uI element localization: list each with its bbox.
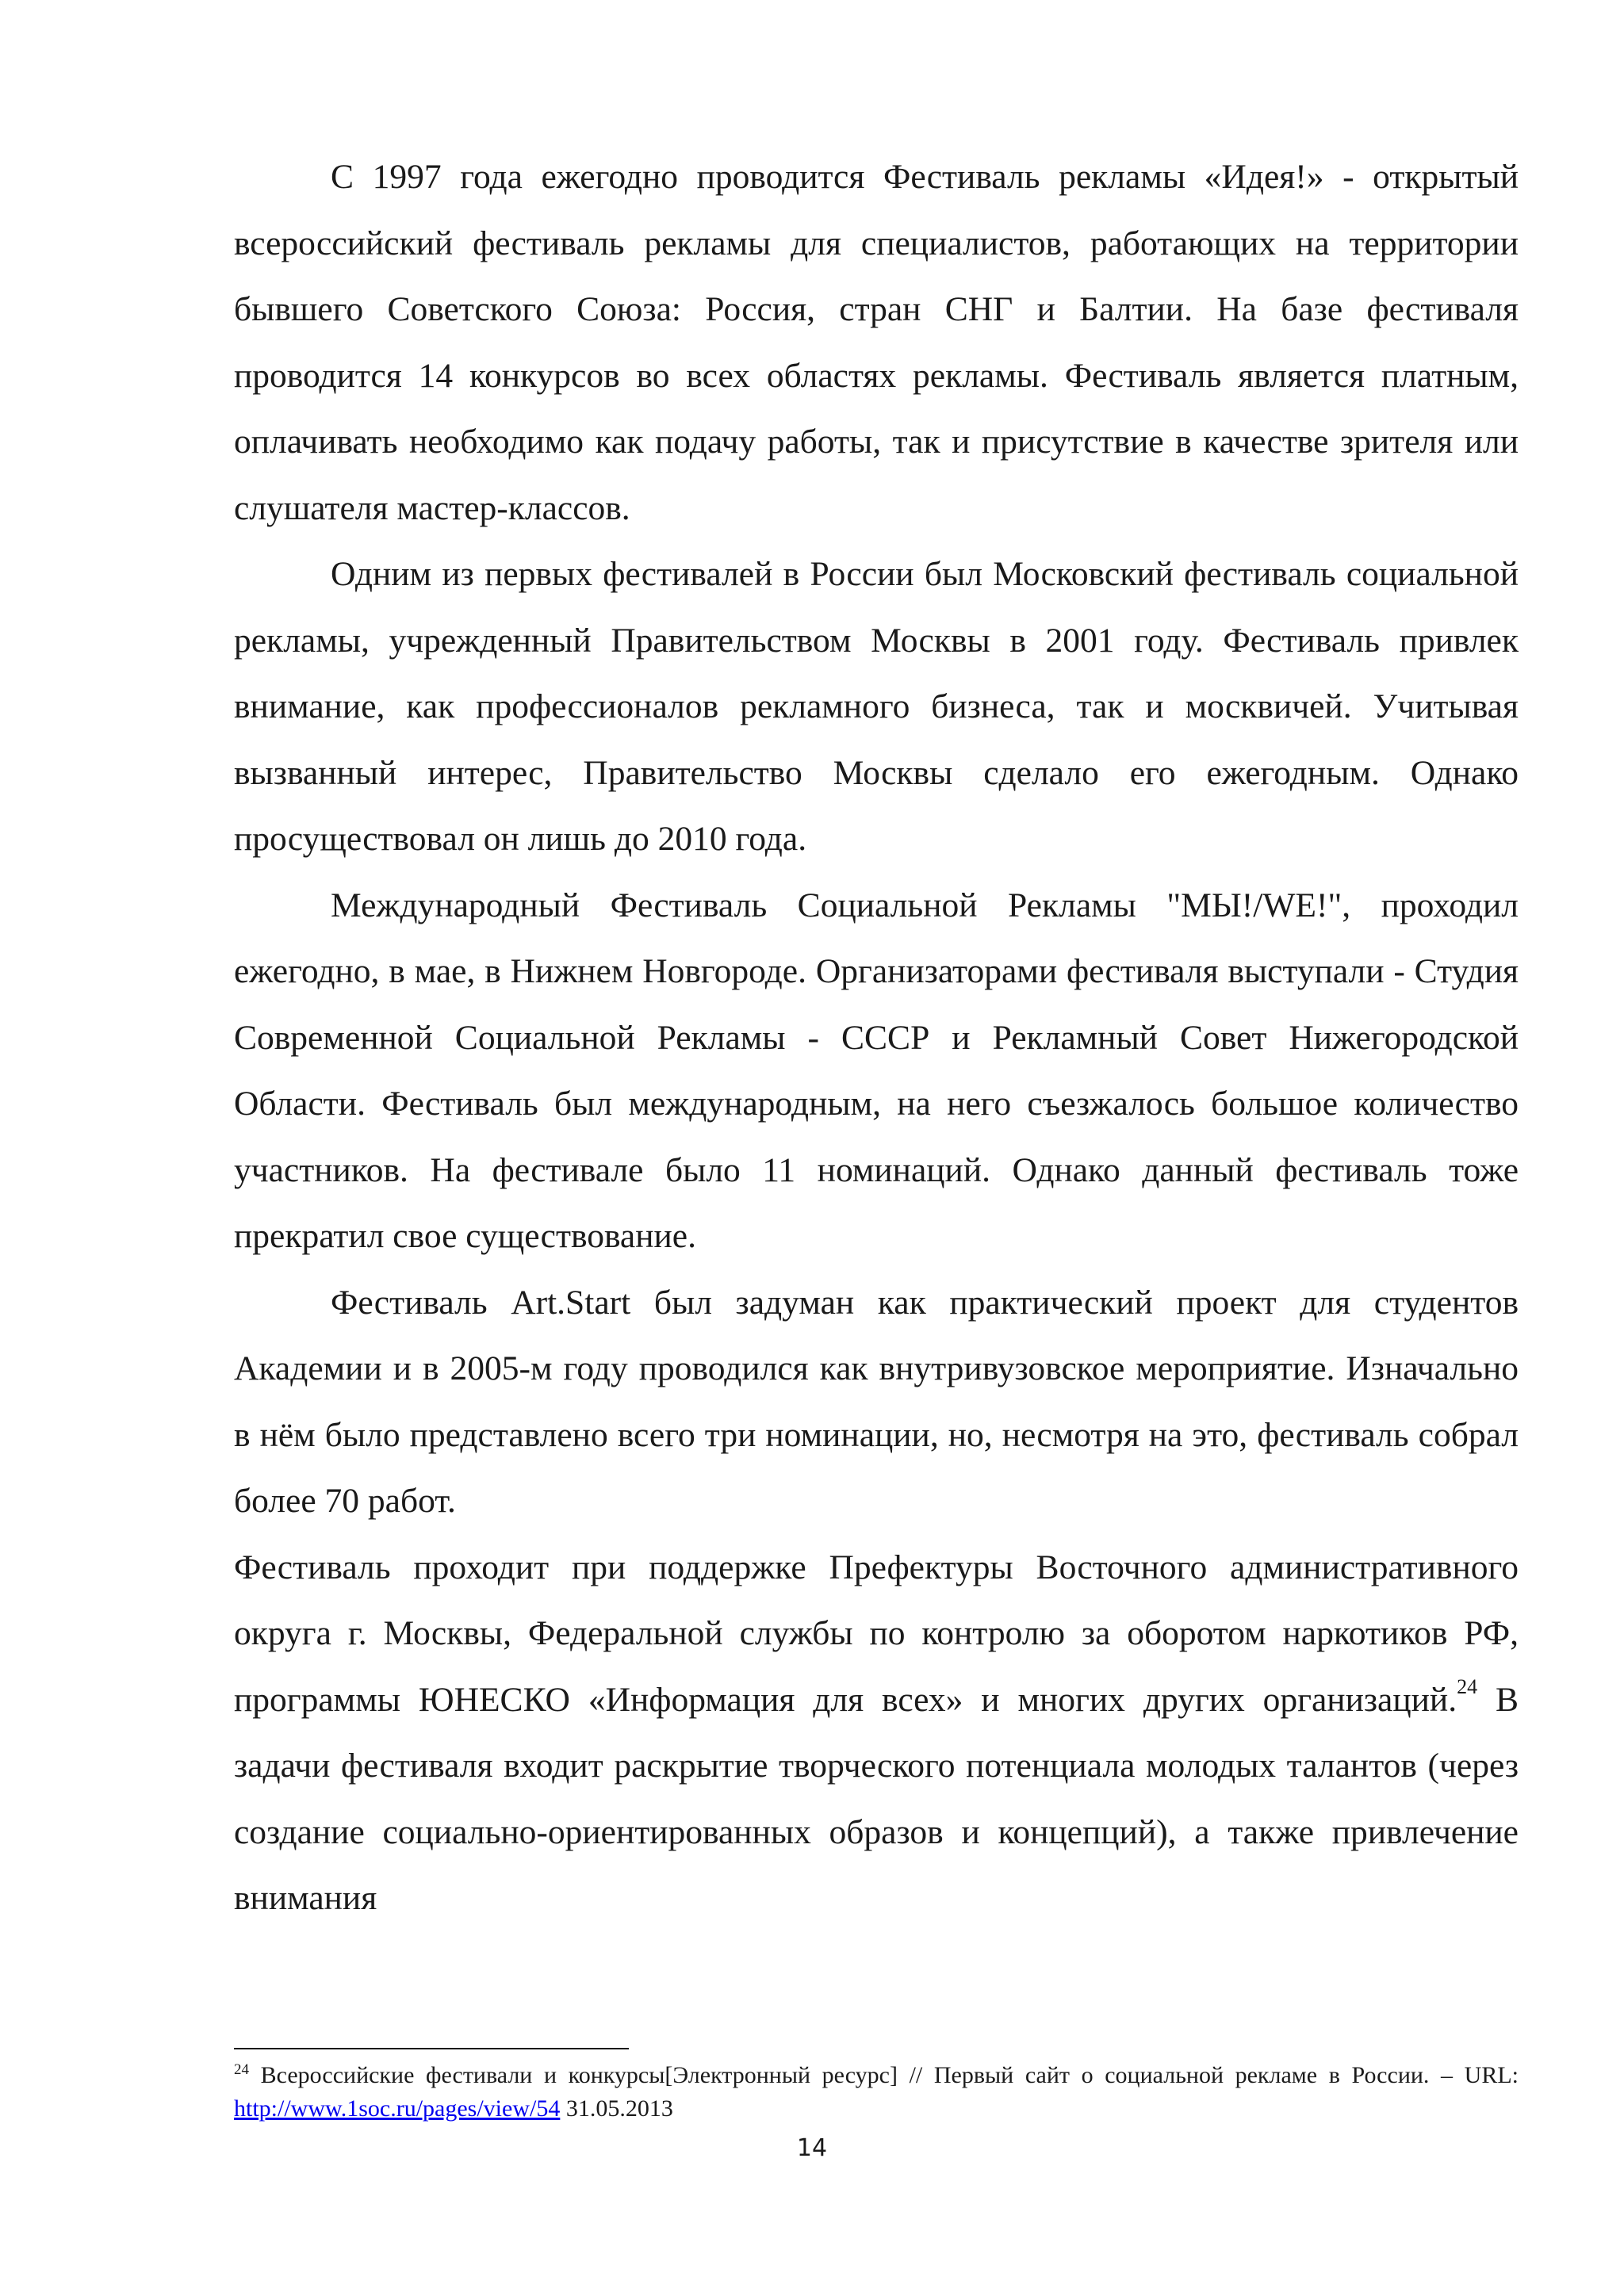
footnote-separator	[234, 2048, 629, 2049]
paragraph-idea-festival: С 1997 года ежегодно проводится Фестиваль рекламы «Идея!» - открытый всероссийский фестиваль рекламы для специалистов, работающих на территории бывшего Советского Союза: Россия, стран СНГ и Балтии. На базе фестиваля проводится 14 конкурсов во всех областях рекламы. Фестиваль является платным, оплачивать необходимо как подачу работы, так и присутствие в качестве зрителя или слушателя мастер-классов.	[234, 158, 1519, 527]
paragraph-we-festival: Международный Фестиваль Социальной Рекламы "МЫ!/WE!", проходил ежегодно, в мае, в Нижнем Новгороде. Организаторами фестиваля выступали - Студия Современной Социальной Рекламы - СССР и Рекламный Совет Нижегородской Области. Фестиваль был международным, на него съезжалось большое количество участников. На фестивале было 11 номинаций. Однако данный фестиваль тоже прекратил свое существование.	[234, 886, 1519, 1255]
paragraph-text-before-ref: Фестиваль проходит при поддержке Префектуры Восточного административного округа г. Москвы, Федеральной службы по контролю за оборотом наркотиков РФ, программы ЮНЕСКО «Информация для всех» и многих других организаций.	[234, 1548, 1519, 1719]
footnote-text: Всероссийские фестивали и конкурсы[Электронный ресурс] // Первый сайт о социальной рекламе в России. – URL:	[260, 2062, 1519, 2088]
footnote	[234, 2059, 1519, 2126]
footnote-date: 31.05.2013	[560, 2095, 673, 2122]
footnote-reference[interactable]: 24	[1457, 1675, 1478, 1698]
page-number: 14	[796, 2134, 828, 2162]
footnote-marker: 24	[234, 2061, 249, 2078]
paragraph-moscow-festival: Одним из первых фестивалей в России был Московский фестиваль социальной рекламы, учрежденный Правительством Москвы в 2001 году. Фестиваль привлек внимание, как профессионалов рекламного бизнеса, так и москвичей. Учитывая вызванный интерес, Правительство Москвы сделало его ежегодным. Однако просуществовал он лишь до 2010 года.	[234, 555, 1519, 858]
body-text	[234, 144, 1519, 1932]
paragraph-art-start-support	[234, 1535, 1519, 1932]
paragraph-art-start-festival: Фестиваль Art.Start был задуман как практический проект для студентов Академии и в 2005-м году проводился как внутривузовское мероприятие. Изначально в нём было представлено всего три номинации, но, несмотря на это, фестиваль собрал более 70 работ.	[234, 1283, 1519, 1520]
paragraph-text-after-ref: В задачи фестиваля входит раскрытие творческого потенциала молодых талантов (через создание социально-ориентированных образов и концепций), а также привлечение внимания	[234, 1680, 1519, 1917]
footnote-link[interactable]: http://www.1soc.ru/pages/view/54	[234, 2095, 561, 2122]
